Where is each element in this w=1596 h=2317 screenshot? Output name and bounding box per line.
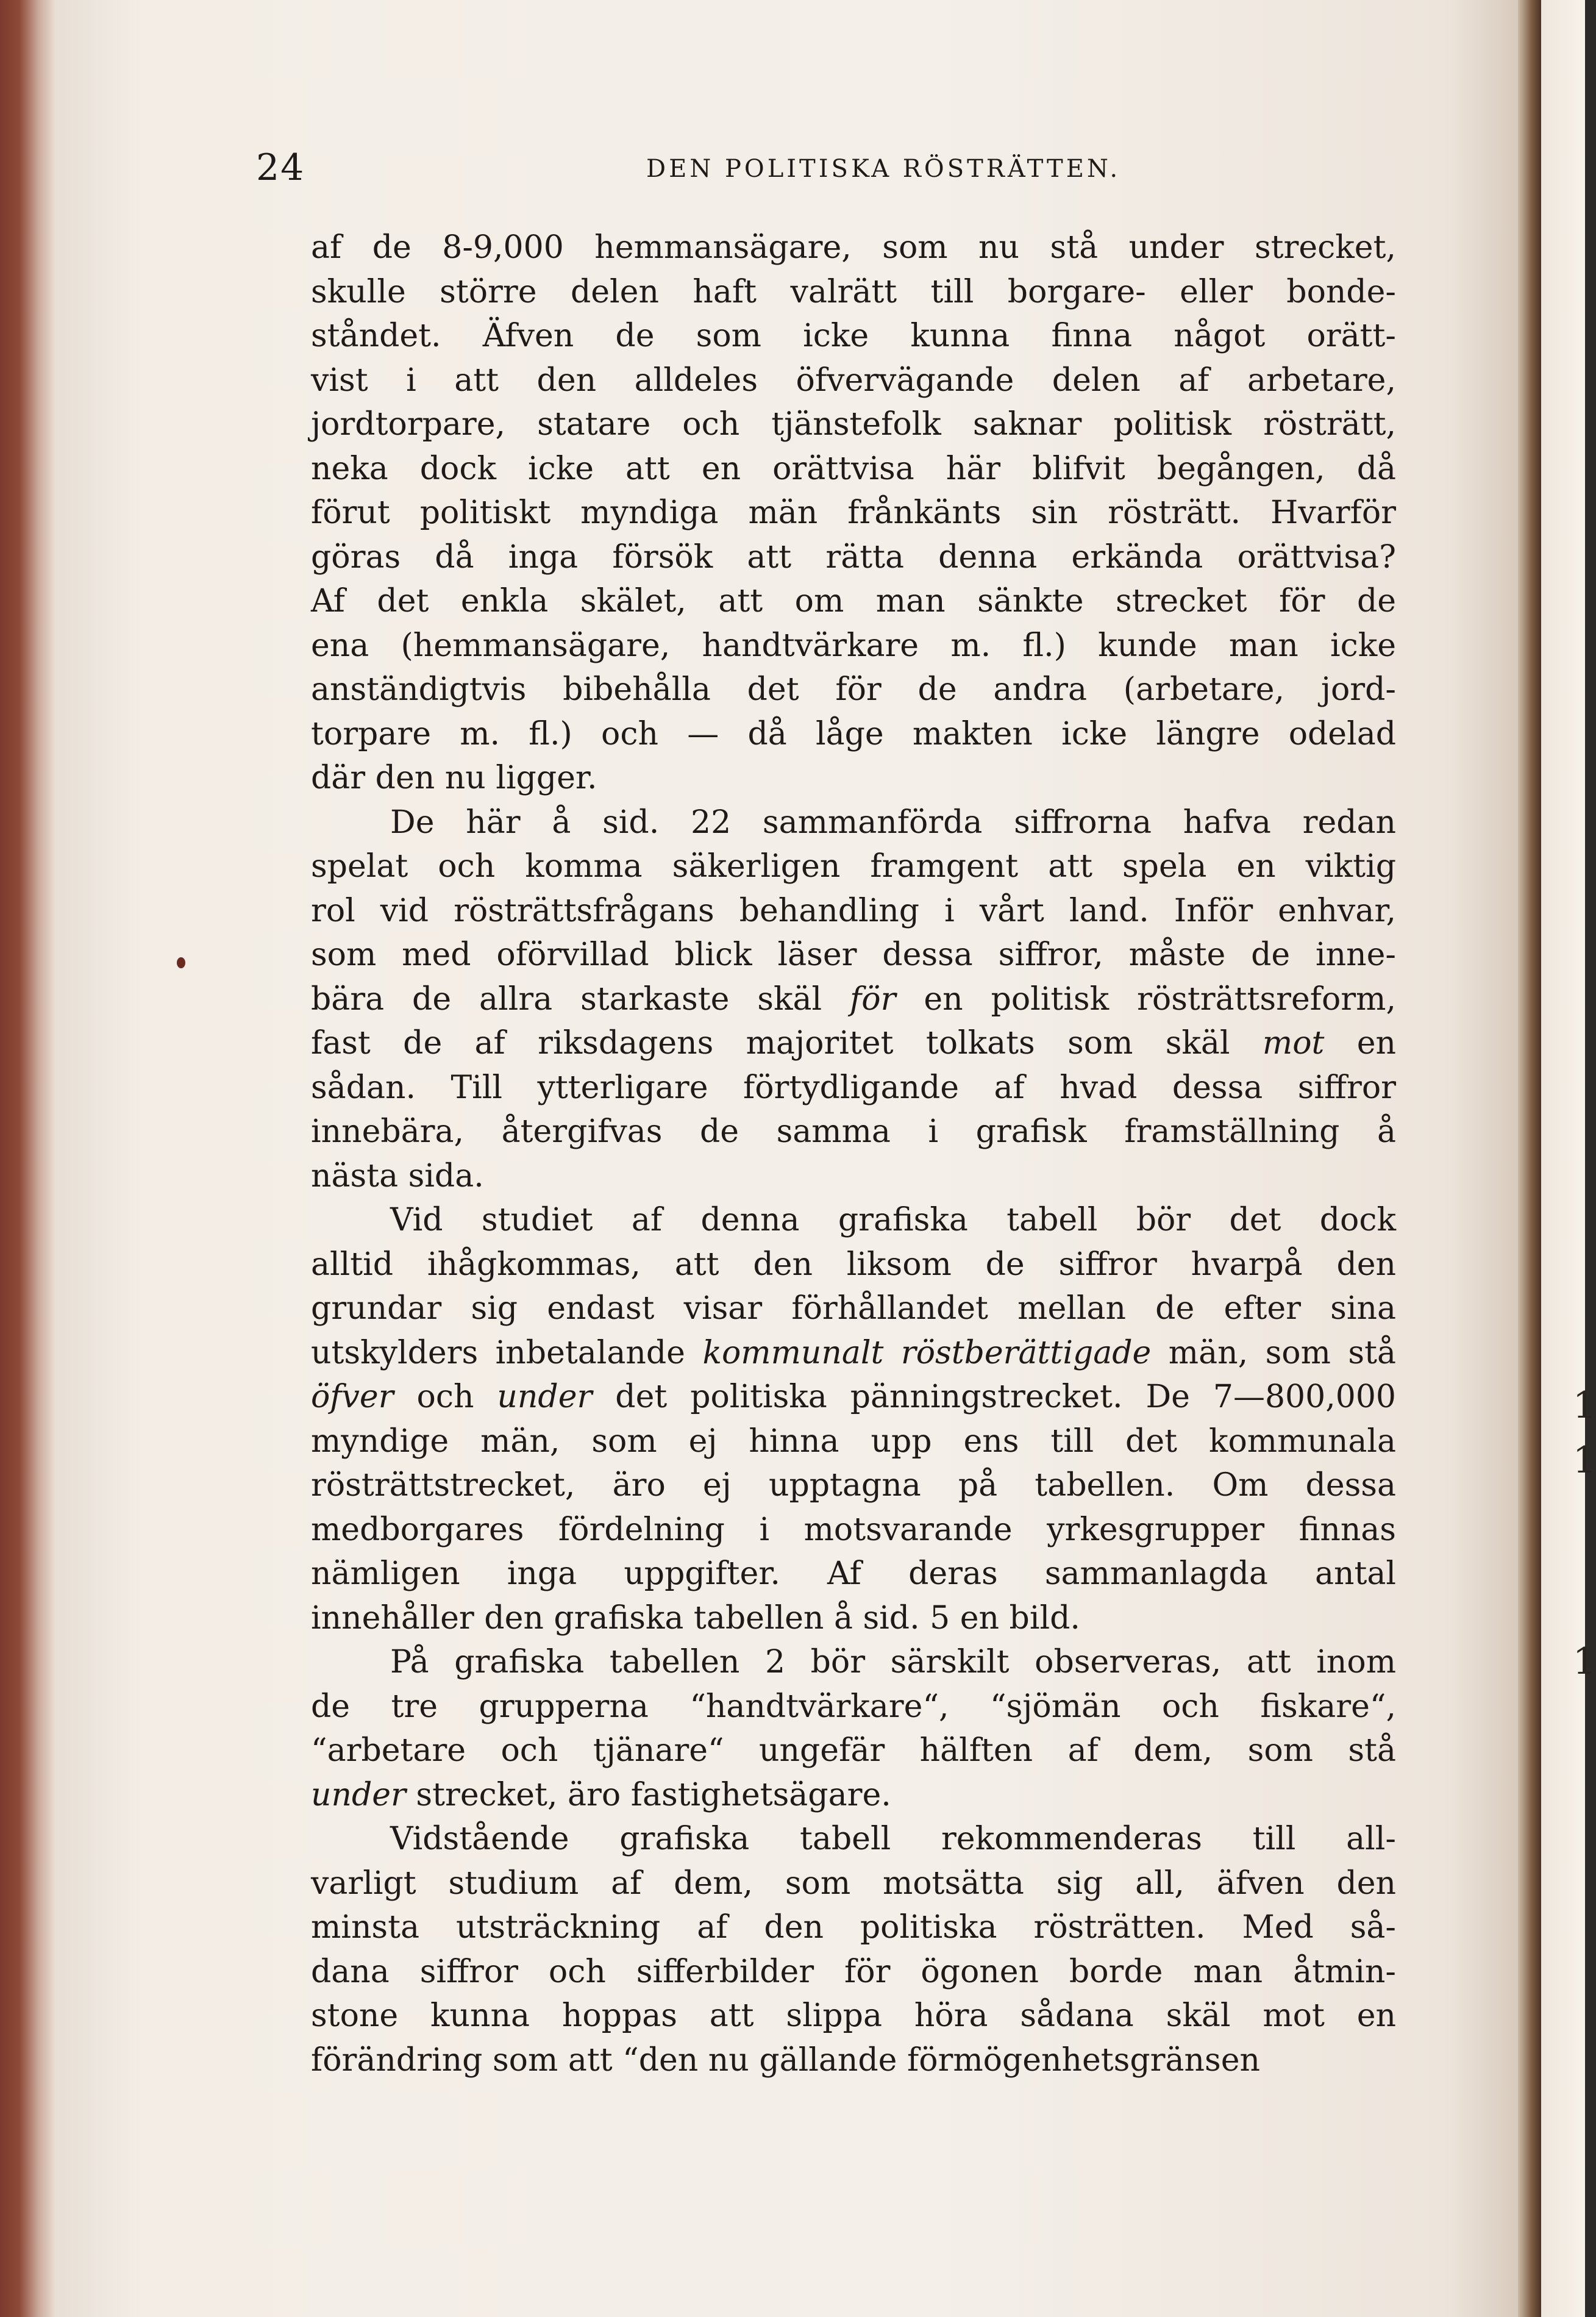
- text-line: varligt studium af dem, som motsätta sig all, äfven den: [311, 1865, 1396, 1902]
- text-line: myndige män, som ej hinna upp ens till det kommunala: [311, 1423, 1396, 1460]
- text-line: [311, 1331, 1396, 1376]
- text-line: de tre grupperna “handtvärkare“, “sjömän och fiskare“,: [311, 1688, 1396, 1725]
- text-segment: och: [393, 1379, 497, 1415]
- text-line: förut politiskt myndiga män frånkänts sin rösträtt. Hvarför: [311, 494, 1396, 531]
- text-segment: utskylders inbetalande: [311, 1334, 703, 1371]
- text-line: På grafiska tabellen 2 bör särskilt observeras, att inom: [390, 1644, 1396, 1680]
- italic-text: under: [497, 1379, 593, 1415]
- facing-page-glyph: 1: [1573, 1384, 1596, 1427]
- text-line: [311, 1021, 1396, 1066]
- facing-page-glyph: 1: [1573, 1640, 1596, 1683]
- italic-text: för: [850, 980, 896, 1018]
- text-line: innebära, återgifvas de samma i grafisk framställning å: [311, 1113, 1396, 1150]
- paragraph: [311, 801, 1396, 1199]
- text-line: ena (hemmansägare, handtvärkare m. fl.) kunde man icke: [311, 627, 1396, 664]
- facing-page-edge: [1541, 0, 1596, 2317]
- text-segment: fast de af riksdagens majoritet tolkats som skäl: [311, 1025, 1263, 1062]
- italic-text: under: [311, 1776, 406, 1813]
- page-header: [256, 146, 1402, 195]
- text-line: ståndet. Äfven de som icke kunna finna något orätt-: [311, 318, 1396, 354]
- italic-text: kommunalt röstberättigade: [702, 1334, 1152, 1371]
- book-cover-edge: [0, 0, 55, 2317]
- text-line: rösträttstrecket, äro ej upptagna på tabellen. Om dessa: [311, 1467, 1396, 1504]
- text-line: vist i att den alldeles öfvervägande delen af arbetare,: [311, 362, 1396, 399]
- text-line: där den nu ligger.: [311, 760, 597, 796]
- italic-text: mot: [1262, 1025, 1325, 1062]
- ink-spot: [177, 957, 185, 968]
- text-line: förändring som att “den nu gällande förmögenhetsgränsen: [311, 2041, 1260, 2079]
- paragraph: [311, 1817, 1396, 2082]
- text-segment: män, som stå: [1151, 1334, 1396, 1371]
- text-line: nämligen inga uppgifter. Af deras sammanlagda antal: [311, 1555, 1396, 1592]
- text-line: [311, 1375, 1396, 1419]
- text-line: [311, 1773, 1396, 1818]
- paragraph: [311, 1640, 1396, 1817]
- text-line: De här å sid. 22 sammanförda siffrorna hafva redan: [390, 804, 1396, 841]
- page-number: 24: [256, 146, 305, 189]
- book-spine: [1518, 0, 1541, 2317]
- text-segment: strecket, äro fastighetsägare.: [405, 1776, 891, 1813]
- text-line: grundar sig endast visar förhållandet mellan de efter sina: [311, 1290, 1396, 1327]
- paragraph: [311, 226, 1396, 801]
- text-line: Vidstående grafiska tabell rekommenderas till all-: [390, 1821, 1396, 1857]
- text-line: innehåller den grafiska tabellen å sid. 5 en bild.: [311, 1599, 1080, 1637]
- text-segment: bära de allra starkaste skäl: [311, 980, 850, 1018]
- text-line: göras då inga försök att rätta denna erkända orättvisa?: [311, 538, 1396, 576]
- body-text: [311, 226, 1396, 2082]
- text-line: skulle större delen haft valrätt till borgare- eller bonde-: [311, 273, 1396, 310]
- text-line: rol vid rösträttsfrågans behandling i vårt land. Inför enhvar,: [311, 892, 1396, 929]
- text-line: nästa sida.: [311, 1157, 484, 1194]
- text-line: Vid studiet af denna grafiska tabell bör det dock: [390, 1202, 1396, 1238]
- paragraph: [311, 1198, 1396, 1640]
- text-line: “arbetare och tjänare“ ungefär hälften af dem, som stå: [311, 1732, 1396, 1769]
- text-segment: det politiska pänningstrecket. De 7—800,000: [592, 1379, 1396, 1415]
- italic-text: öfver: [311, 1379, 394, 1415]
- text-line: af de 8-9,000 hemmansägare, som nu stå under strecket,: [311, 229, 1396, 266]
- text-line: stone kunna hoppas att slippa höra sådana skäl mot en: [311, 1997, 1396, 2034]
- text-line: medborgares fördelning i motsvarande yrkesgrupper finnas: [311, 1511, 1396, 1548]
- text-line: sådan. Till ytterligare förtydligande af hvad dessa siffror: [311, 1069, 1396, 1106]
- text-line: anständigtvis bibehålla det för de andra (arbetare, jord-: [311, 671, 1396, 708]
- text-line: jordtorpare, statare och tjänstefolk saknar politisk rösträtt,: [311, 406, 1396, 443]
- text-segment: en: [1324, 1025, 1397, 1062]
- text-segment: en politisk rösträttsreform,: [896, 980, 1396, 1018]
- text-line: som med oförvillad blick läser dessa siffror, måste de inne-: [311, 937, 1396, 973]
- text-line: dana siffror och sifferbilder för ögonen borde man åtmin-: [311, 1953, 1396, 1990]
- text-line: [311, 977, 1396, 1022]
- text-line: minsta utsträckning af den politiska rösträtten. Med så-: [311, 1909, 1396, 1946]
- book-page: [55, 0, 1518, 2317]
- text-line: alltid ihågkommas, att den liksom de siffror hvarpå den: [311, 1246, 1396, 1283]
- running-head: DEN POLITISKA RÖSTRÄTTEN.: [646, 155, 1121, 183]
- text-line: spelat och komma säkerligen framgent att spela en viktig: [311, 848, 1396, 885]
- text-line: Af det enkla skälet, att om man sänkte strecket för de: [311, 583, 1396, 619]
- facing-page-glyph: 1: [1573, 1439, 1596, 1482]
- text-line: torpare m. fl.) och — då låge makten icke längre odelad: [311, 715, 1396, 752]
- text-line: neka dock icke att en orättvisa här blifvit begången, då: [311, 450, 1396, 487]
